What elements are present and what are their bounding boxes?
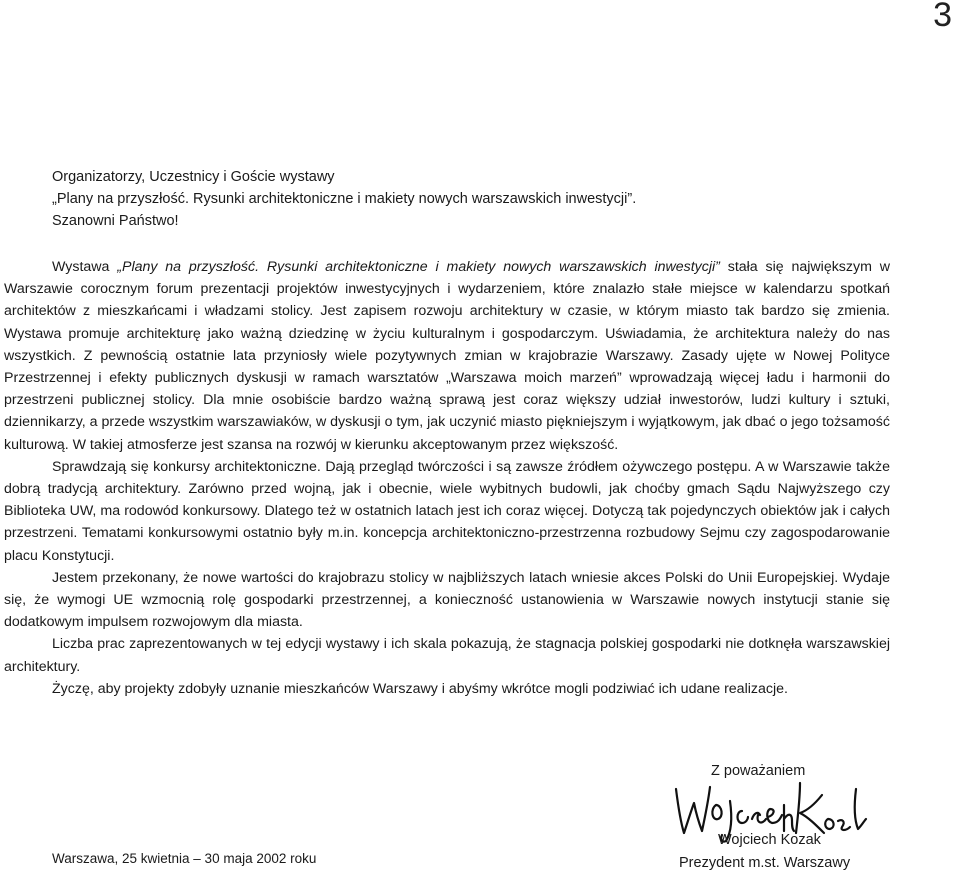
paragraph-2: Sprawdzają się konkursy architektoniczne. Dają przegląd twórczości i są zawsze źródłem ożywczego postępu. A w Warszawie także dobrą tradycją architektury. Zarówno przed wojną, jak i obecnie, wiele wybitnych budowli, jak choćby gmach Sądu Najwyższego czy Biblioteka UW, ma rodowód konkursowy. Dlatego też w ostatnich latach jest ich coraz więcej. Dotyczą tak pojedynczych obiektów jak i całych przestrzeni. Tematami konkursowymi ostatnio były m.in. koncepcja architektoniczno-przestrzenna rozbudowy Sejmu czy zagospodarowanie placu Konstytucji. <box>4 458 890 564</box>
signer-name: Wojciech Kozak <box>718 832 821 848</box>
paragraph-4: Liczba prac zaprezentowanych w tej edycji wystawy i ich skala pokazują, że stagnacja polskiej gospodarki nie dotknęła warszawskiej architektury. <box>4 636 890 675</box>
greeting <box>52 166 636 232</box>
paragraph-3: Jestem przekonany, że nowe wartości do krajobrazu stolicy w najbliższych latach wniesie akces Polski do Unii Europejskiej. Wydaje się, że wymogi UE wzmocnią rolę gospodarki przestrzennej, a konieczność ustanowienia w Warszawie nowych instytucji stanie się dodatkowym impulsem rozwojowym dla miasta. <box>4 569 890 631</box>
date-place: Warszawa, 25 kwietnia – 30 maja 2002 roku <box>52 851 317 866</box>
letter-body <box>4 256 890 700</box>
exhibition-title: „Plany na przyszłość. Rysunki architektoniczne i makiety nowych warszawskich inwestycji” <box>117 259 720 275</box>
closing-phrase: Z poważaniem <box>711 763 806 779</box>
paragraph-5: Życzę, aby projekty zdobyły uznanie mieszkańców Warszawy i abyśmy wkrótce mogli podziwiać ich udane realizacje. <box>52 680 788 697</box>
page-number: 3 <box>933 0 952 34</box>
greeting-line-2: „Plany na przyszłość. Rysunki architektoniczne i makiety nowych warszawskich inwestycji”. <box>52 191 637 207</box>
greeting-line-3: Szanowni Państwo! <box>52 213 179 229</box>
paragraph-1 <box>4 256 890 456</box>
paragraph-1-text: stała się największym w Warszawie corocznym forum prezentacji projektów inwestycyjnych i wydarzeniem, które znalazło stałe miejsce w kalendarzu spotkań architektów z mieszkańcami i władzami stolicy. Jest zapisem rozwoju architektury w czasie, w którym miasto tak bardzo się zmienia. Wystawa promuje architekturę jako ważną dziedzinę w życiu kulturalnym i gospodarczym. Uświadamia, że architektura należy do nas wszystkich. Z pewnością ostatnie lata przyniosły wiele pozytywnych zmian w krajobrazie Warszawy. Zasady ujęte w Nowej Polityce Przestrzennej i efekty publicznych dyskusji w ramach warsztatów „Warszawa moich marzeń” wprowadzają więcej ładu i harmonii do przestrzeni publicznej stolicy. Dla mnie osobiście bardzo ważną sprawą jest coraz większy udział inwestorów, ludzi kultury i sztuki, dziennikarzy, a przede wszystkim warszawiaków, w dyskusji o tym, jak uczynić miasto piękniejszym i wyjątkowym, jak dbać o jego tożsamość kulturową. W takiej atmosferze jest szansa na rozwój w kierunku akceptowanym przez większość. <box>4 259 890 453</box>
greeting-line-1: Organizatorzy, Uczestnicy i Goście wystawy <box>52 169 335 185</box>
paragraph-1-lead: Wystawa <box>52 259 118 275</box>
signer-title: Prezydent m.st. Warszawy <box>679 855 851 871</box>
